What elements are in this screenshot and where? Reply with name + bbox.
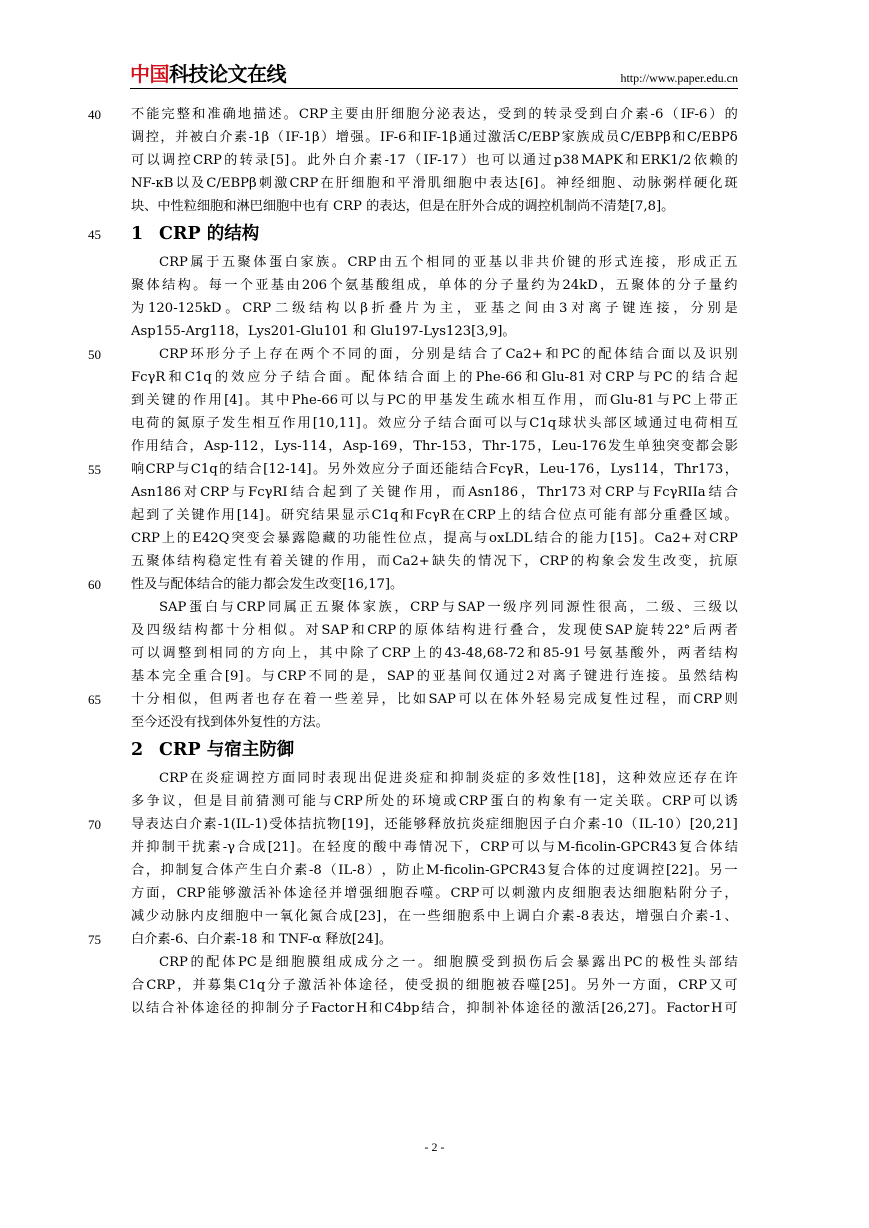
text-line <box>0 974 869 997</box>
paper-body <box>0 103 869 1020</box>
text-line <box>0 711 869 734</box>
text-line <box>0 767 869 790</box>
section-title: CRP 的结构 <box>159 224 260 244</box>
text-line <box>0 665 869 688</box>
text-line <box>0 619 869 642</box>
text-line <box>0 389 869 412</box>
text-line <box>0 458 869 481</box>
text-line <box>0 573 869 596</box>
line-text: Asn186 对 CRP 与 FcγRI 结 合 起 到 了 关 键 作 用 ， 而 Asn186 ， Thr173 对 CRP 与 FcγRIIa 结 合 <box>131 485 738 500</box>
header-url: http://www.paper.edu.cn <box>620 71 738 85</box>
line-text: 白介素-6、白介素-18 和 TNF-α 释放[24]。 <box>131 932 393 947</box>
text-line <box>0 149 869 172</box>
section-heading <box>0 734 869 767</box>
line-number: 40 <box>88 107 101 122</box>
line-text: 基 本 完 全 重 合 [9] 。 与 CRP 不 同 的 是 ， SAP 的 亚 基 间 仅 通 过 2 对 离 子 键 进 行 连 接 。 虽 然 结 构 <box>131 669 738 684</box>
text-line <box>0 195 869 218</box>
line-text: 以 结 合 补 体 途 径 的 抑 制 分 子 Factor H 和 C4bp 结 合 ， 抑 制 补 体 途 径 的 激 活 [26,27] 。 Factor H 可 <box>131 1001 738 1016</box>
text-line <box>0 550 869 573</box>
line-text: 不 能 完 整 和 准 确 地 描 述 。 CRP 主 要 由 肝 细 胞 分 泌 表 达 ， 受 到 的 转 录 受 到 白 介 素 -6 （ IF-6 ） 的 <box>131 107 738 122</box>
page-header <box>130 62 738 89</box>
text-line <box>0 251 869 274</box>
line-text: 多 争 议 ， 但 是 目 前 猜 测 可 能 与 CRP 所 处 的 环 境 或 CRP 蛋 白 的 构 象 有 一 定 关 联 。 CRP 可 以 诱 <box>131 794 738 809</box>
text-line <box>0 172 869 195</box>
line-text: 十 分 相 似 ， 但 两 者 也 存 在 着 一 些 差 异 ， 比 如 SAP 可 以 在 体 外 轻 易 完 成 复 性 过 程 ， 而 CRP 则 <box>131 692 738 707</box>
text-line <box>0 527 869 550</box>
line-number: 75 <box>88 932 101 947</box>
line-text: 可 以 调 整 到 相 同 的 方 向 上 ， 其 中 除 了 CRP 上 的 43-48,68-72 和 85-91 号 氨 基 酸 外 ， 两 者 结 构 <box>131 646 738 661</box>
line-text: 块、中性粒细胞和淋巴细胞中也有 CRP 的表达，但是在肝外合成的调控机制尚不清楚[7,8]。 <box>131 199 675 214</box>
line-text: 至今还没有找到体外复性的方法。 <box>131 715 329 730</box>
line-text: 性及与配体结合的能力都会发生改变[16,17]。 <box>131 577 404 592</box>
line-text: 电 荷 的 氮 原 子 发 生 相 互 作 用 [10,11] 。 效 应 分 子 结 合 面 可 以 与 C1q 球 状 头 部 区 域 通 过 电 荷 相 互 <box>131 416 738 431</box>
text-line <box>0 997 869 1020</box>
text-line <box>0 836 869 859</box>
line-text: CRP 属 于 五 聚 体 蛋 白 家 族 。 CRP 由 五 个 相 同 的 亚 基 以 非 共 价 键 的 形 式 连 接 ， 形 成 正 五 <box>159 255 738 270</box>
line-text: 调 控 ， 并 被 白 介 素 -1β （ IF-1β ） 增 强 。 IF-6 和 IF-1β 通 过 激 活 C/EBP 家 族 成 员 C/EBPβ 和 C/EBPδ <box>131 130 738 145</box>
line-text: 及 四 级 结 构 都 十 分 相 似 。 对 SAP 和 CRP 的 原 体 结 构 进 行 叠 合 ， 发 现 使 SAP 旋 转 22° 后 两 者 <box>131 623 738 638</box>
section-number: 1 <box>131 224 144 244</box>
line-text: CRP 上 的 E42Q 突 变 会 暴 露 隐 藏 的 功 能 性 位 点 ， 提 高 与 oxLDL 结 合 的 能 力 [15] 。 Ca2+ 对 CRP <box>131 531 738 546</box>
line-text: FcγR 和 C1q 的 效 应 分 子 结 合 面 。 配 体 结 合 面 上 的 Phe-66 和 Glu-81 对 CRP 与 PC 的 结 合 起 <box>131 370 738 385</box>
line-text: 可 以 调 控 CRP 的 转 录 [5] 。 此 外 白 介 素 -17 （ IF-17 ） 也 可 以 通 过 p38 MAPK 和 ERK1/2 依 赖 的 <box>131 153 738 168</box>
text-line <box>0 435 869 458</box>
logo-red-text: 中国 <box>130 62 169 86</box>
page-number: - 2 - <box>424 1140 445 1154</box>
line-text: CRP 环 形 分 子 上 存 在 两 个 不 同 的 面 ， 分 别 是 结 合 了 Ca2+ 和 PC 的 配 体 结 合 面 以 及 识 别 <box>159 347 738 362</box>
line-text: 方 面 ， CRP 能 够 激 活 补 体 途 径 并 增 强 细 胞 吞 噬 。 CRP 可 以 刺 激 内 皮 细 胞 表 达 细 胞 粘 附 分 子 ， <box>131 886 738 901</box>
line-text: 减 少 动 脉 内 皮 细 胞 中 一 氧 化 氮 合 成 [23] ， 在 一 些 细 胞 系 中 上 调 白 介 素 -8 表 达 ， 增 强 白 介 素 -1 、 <box>131 909 738 924</box>
text-line <box>0 274 869 297</box>
line-text: NF-κB 以 及 C/EBPβ 刺 激 CRP 在 肝 细 胞 和 平 滑 肌 细 胞 中 表 达 [6] 。 神 经 细 胞 、 动 脉 粥 样 硬 化 斑 <box>131 176 738 191</box>
line-text: 起 到 了 关 键 作 用 [14] 。 研 究 结 果 显 示 C1q 和 FcγR 在 CRP 上 的 结 合 位 点 可 能 有 部 分 重 叠 区 域 。 <box>131 508 738 523</box>
line-number: 50 <box>88 347 101 362</box>
text-line <box>0 504 869 527</box>
line-text: 为 120-125kD 。 CRP 二 级 结 构 以 β 折 叠 片 为 主 ， 亚 基 之 间 由 3 对 离 子 键 连 接 ， 分 别 是 <box>131 301 738 316</box>
line-text: 导 表 达 白 介 素 -1(IL-1) 受 体 拮 抗 物 [19] ， 还 能 够 释 放 抗 炎 症 细 胞 因 子 白 介 素 -10 （ IL-10 ） [20,21] <box>131 817 738 832</box>
text-line <box>0 481 869 504</box>
text-line <box>0 596 869 619</box>
text-line <box>0 905 869 928</box>
line-text: 响 CRP 与 C1q 的 结 合 [12-14] 。 另 外 效 应 分 子 面 还 能 结 合 FcγR ， Leu-176 ， Lys114 ， Thr173 ， <box>131 462 738 477</box>
line-text: 五 聚 体 结 构 稳 定 性 有 着 关 键 的 作 用 ， 而 Ca2+ 缺 失 的 情 况 下 ， CRP 的 构 象 会 发 生 改 变 ， 抗 原 <box>131 554 738 569</box>
line-number: 55 <box>88 462 101 477</box>
line-text: Asp155-Arg118，Lys201-Glu101 和 Glu197-Lys123[3,9]。 <box>131 324 516 339</box>
line-text: CRP 的 配 体 PC 是 细 胞 膜 组 成 成 分 之 一 。 细 胞 膜 受 到 损 伤 后 会 暴 露 出 PC 的 极 性 头 部 结 <box>159 955 738 970</box>
text-line <box>0 297 869 320</box>
line-text: 合 CRP ， 并 募 集 C1q 分 子 激 活 补 体 途 径 ， 使 受 损 的 细 胞 被 吞 噬 [25] 。 另 外 一 方 面 ， CRP 又 可 <box>131 978 738 993</box>
text-line <box>0 366 869 389</box>
line-text: 到 关 键 的 作 用 [4] 。 其 中 Phe-66 可 以 与 PC 的 甲 基 发 生 疏 水 相 互 作 用 ， 而 Glu-81 与 PC 上 带 正 <box>131 393 738 408</box>
line-text: 合 ， 抑 制 复 合 体 产 生 白 介 素 -8 （ IL-8 ） ， 防 止 M-ficolin-GPCR43 复 合 体 的 过 度 调 控 [22] 。 另 一 <box>131 863 738 878</box>
line-number: 45 <box>88 227 101 242</box>
line-text: CRP 在 炎 症 调 控 方 面 同 时 表 现 出 促 进 炎 症 和 抑 制 炎 症 的 多 效 性 [18] ， 这 种 效 应 还 存 在 许 <box>159 771 738 786</box>
line-text: 作 用 结 合 ， Asp-112 ， Lys-114 ， Asp-169 ， Thr-153 ， Thr-175 ， Leu-176 发 生 单 独 突 变 都 会 影 <box>131 439 738 454</box>
text-line <box>0 412 869 435</box>
line-text: 聚 体 结 构 。 每 一 个 亚 基 由 206 个 氨 基 酸 组 成 ， 单 体 的 分 子 量 约 为 24kD ， 五 聚 体 的 分 子 量 约 <box>131 278 738 293</box>
text-line <box>0 813 869 836</box>
site-logo <box>130 62 286 86</box>
line-text: SAP 蛋 白 与 CRP 同 属 正 五 聚 体 家 族 ， CRP 与 SAP 一 级 序 列 同 源 性 很 高 ， 二 级 、 三 级 以 <box>159 600 738 615</box>
line-number: 70 <box>88 817 101 832</box>
text-line <box>0 320 869 343</box>
text-line <box>0 126 869 149</box>
text-line <box>0 790 869 813</box>
text-line <box>0 642 869 665</box>
text-line <box>0 951 869 974</box>
line-number: 60 <box>88 577 101 592</box>
logo-black-text: 科技论文在线 <box>169 62 286 86</box>
section-number: 2 <box>131 740 144 760</box>
text-line <box>0 343 869 366</box>
text-line <box>0 688 869 711</box>
line-number: 65 <box>88 692 101 707</box>
line-text: 并 抑 制 干 扰 素 -γ 合 成 [21] 。 在 轻 度 的 酸 中 毒 情 况 下 ， CRP 可 以 与 M-ficolin-GPCR43 复 合 体 结 <box>131 840 738 855</box>
section-heading <box>0 218 869 251</box>
text-line <box>0 928 869 951</box>
section-title: CRP 与宿主防御 <box>159 740 295 760</box>
text-line <box>0 859 869 882</box>
text-line <box>0 882 869 905</box>
text-line <box>0 103 869 126</box>
